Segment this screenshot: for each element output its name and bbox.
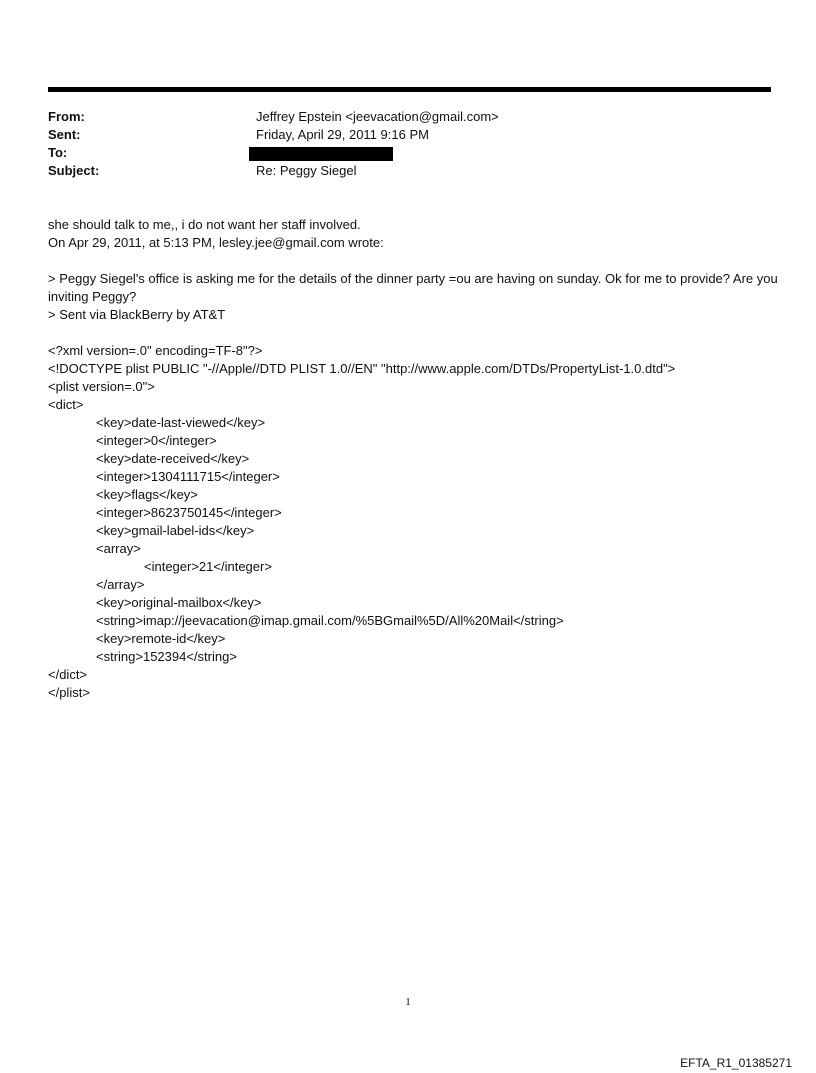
plist-line: </plist> xyxy=(48,685,90,700)
subject-value: Re: Peggy Siegel xyxy=(256,163,357,178)
bates-id: EFTA_R1_01385271 xyxy=(680,1056,792,1070)
plist-line: <?xml version=.0" encoding=TF-8"?> xyxy=(48,343,263,358)
plist-line: <key>gmail-label-ids</key> xyxy=(96,523,255,538)
from-label: From: xyxy=(48,109,85,124)
to-row xyxy=(48,144,768,162)
spacer xyxy=(48,324,778,342)
subject-row xyxy=(48,162,768,180)
plist-line: <string>imap://jeevacation@imap.gmail.com/%5BGmail%5D/All%20Mail</string> xyxy=(96,613,564,628)
from-value: Jeffrey Epstein <jeevacation@gmail.com> xyxy=(256,109,499,124)
plist-line: <key>date-received</key> xyxy=(96,451,250,466)
header-rule xyxy=(48,87,771,92)
plist-line: <key>original-mailbox</key> xyxy=(96,595,262,610)
plist-line: <key>remote-id</key> xyxy=(96,631,226,646)
redaction-box xyxy=(249,147,393,161)
email-body xyxy=(48,216,778,702)
email-headers xyxy=(48,108,768,180)
plist-line: <dict> xyxy=(48,397,84,412)
to-label: To: xyxy=(48,145,68,160)
plist-line: <!DOCTYPE plist PUBLIC "-//Apple//DTD PLIST 1.0//EN" "http://www.apple.com/DTDs/PropertyList-1.0.dtd"> xyxy=(48,361,676,376)
plist-line: </array> xyxy=(96,577,145,592)
sent-value: Friday, April 29, 2011 9:16 PM xyxy=(256,127,429,142)
plist-line: <string>152394</string> xyxy=(96,649,237,664)
plist-line: </dict> xyxy=(48,667,88,682)
quoted-message: > Peggy Siegel's office is asking me for the details of the dinner party =ou are having on sunday. Ok for me to provide? Are you inviting Peggy? xyxy=(48,271,778,304)
spacer xyxy=(48,252,778,270)
plist-line: <integer>8623750145</integer> xyxy=(96,505,282,520)
sent-label: Sent: xyxy=(48,127,81,142)
quote-intro: On Apr 29, 2011, at 5:13 PM, lesley.jee@gmail.com wrote: xyxy=(48,235,384,250)
plist-line: <integer>21</integer> xyxy=(144,559,272,574)
plist-line: <integer>0</integer> xyxy=(96,433,217,448)
plist-line: <array> xyxy=(96,541,141,556)
subject-label: Subject: xyxy=(48,163,100,178)
plist-line: <key>date-last-viewed</key> xyxy=(96,415,266,430)
plist-line: <key>flags</key> xyxy=(96,487,198,502)
page-number: 1 xyxy=(405,996,411,1008)
from-row xyxy=(48,108,768,126)
plist-line: <integer>1304111715</integer> xyxy=(96,469,280,484)
reply-text: she should talk to me,, i do not want her staff involved. xyxy=(48,217,361,232)
quoted-signature: > Sent via BlackBerry by AT&T xyxy=(48,307,226,322)
sent-row xyxy=(48,126,768,144)
plist-line: <plist version=.0"> xyxy=(48,379,155,394)
